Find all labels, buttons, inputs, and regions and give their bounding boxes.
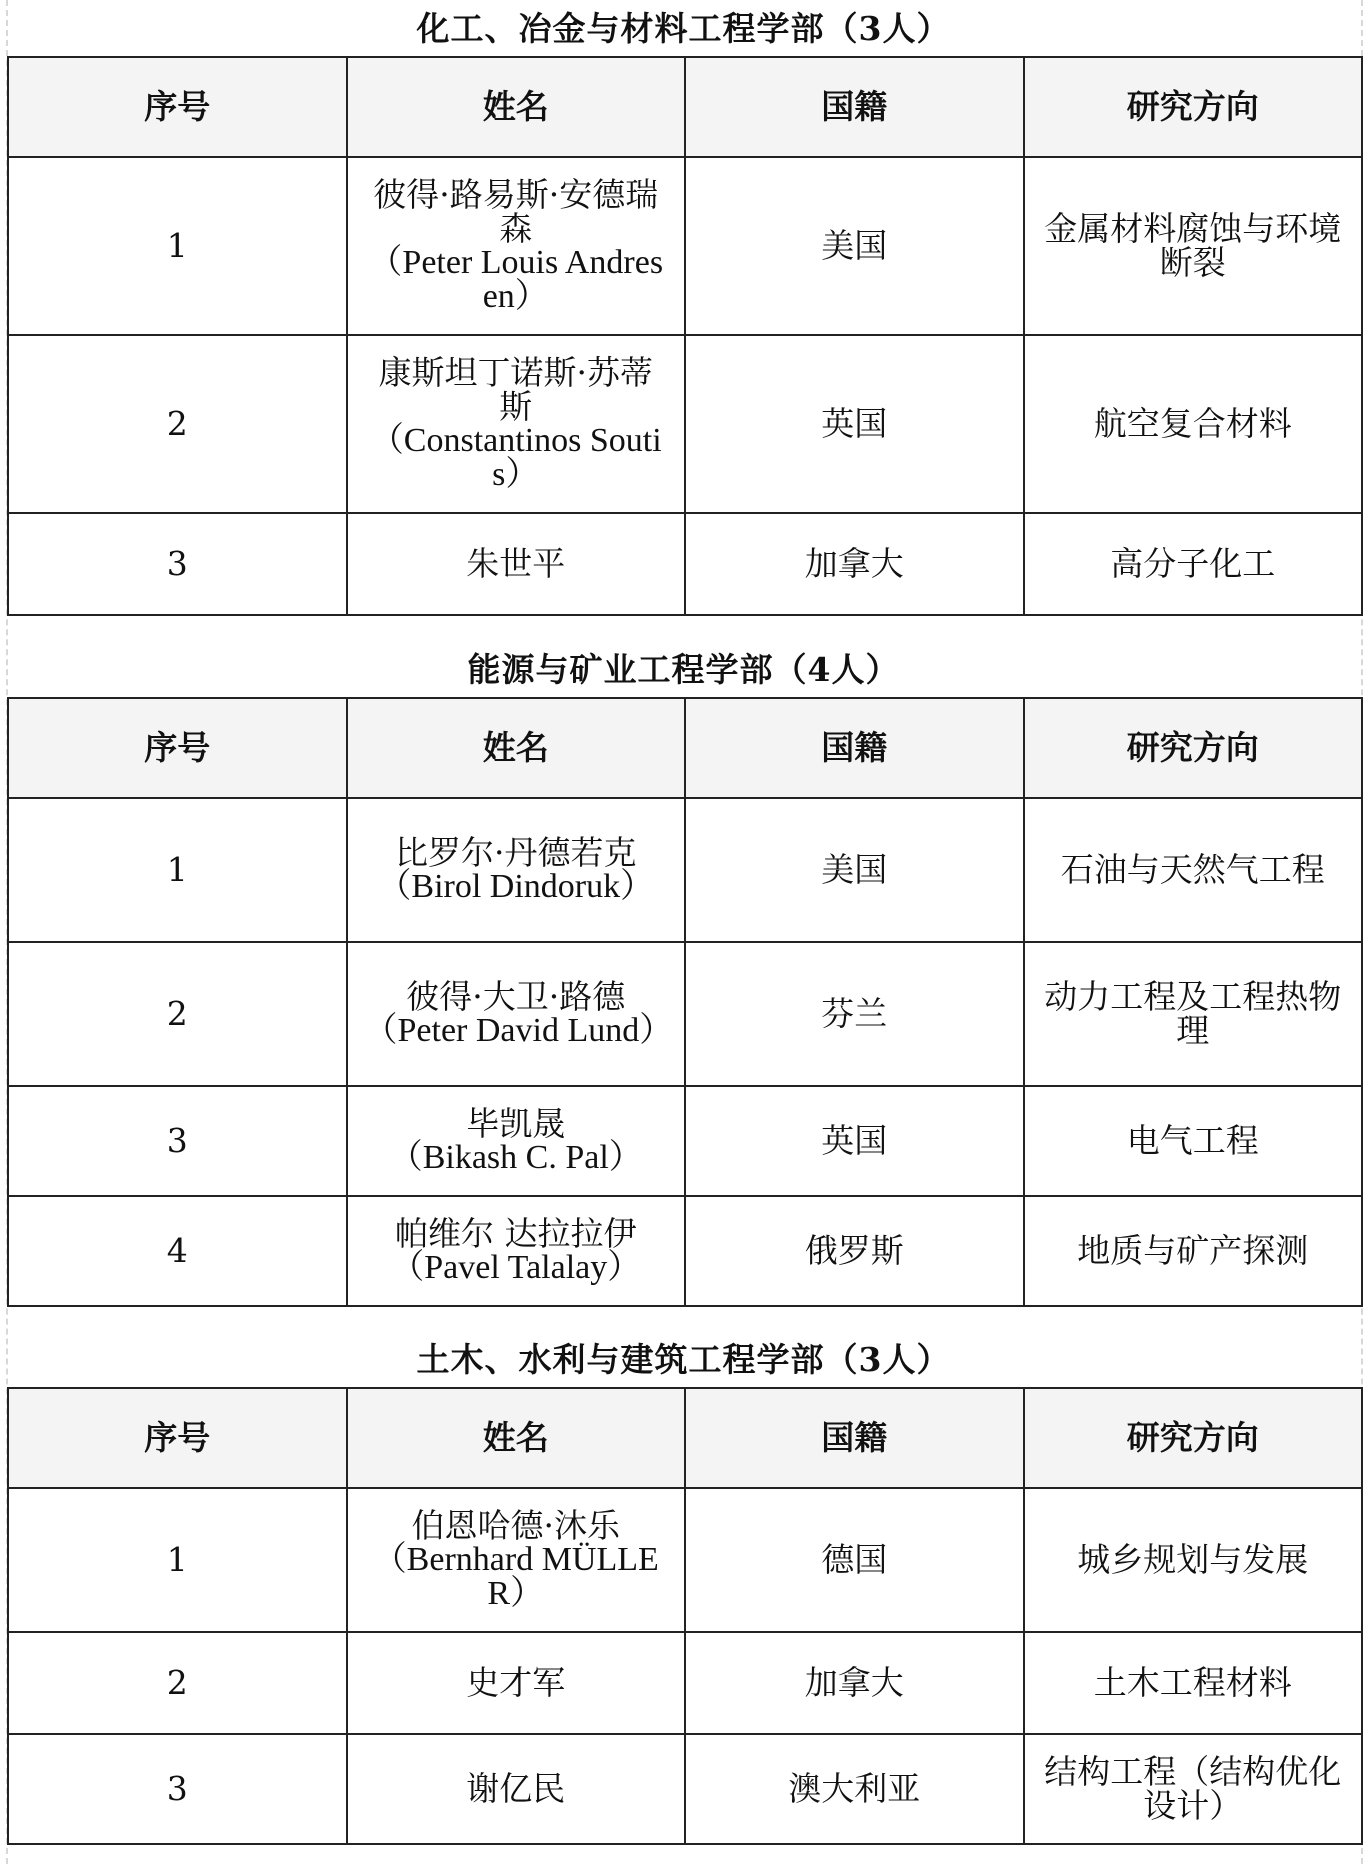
cell-index: 1 xyxy=(8,1488,347,1632)
cell-field xyxy=(1024,942,1363,1086)
name-zh: 伯恩哈德·沐乐 xyxy=(411,1506,620,1545)
cell-field xyxy=(1024,513,1363,615)
cell-name xyxy=(347,1734,686,1844)
table-row xyxy=(8,798,1362,942)
header-name: 姓名 xyxy=(347,1388,686,1488)
name-zh: 朱世平 xyxy=(466,544,566,583)
cell-index: 1 xyxy=(8,157,347,335)
cell-index: 2 xyxy=(8,942,347,1086)
header-nationality: 国籍 xyxy=(685,57,1024,157)
name-en: （Constantinos Soutis） xyxy=(369,422,662,493)
table-row xyxy=(8,1632,1362,1734)
cell-index: 3 xyxy=(8,513,347,615)
field-text: 石油与天然气工程 xyxy=(1060,850,1325,889)
cell-field xyxy=(1024,798,1363,942)
cell-field xyxy=(1024,1488,1363,1632)
header-index: 序号 xyxy=(8,57,347,157)
cell-field xyxy=(1024,1734,1363,1844)
section-table xyxy=(7,1387,1363,1845)
cell-name xyxy=(347,798,686,942)
cell-nationality: 英国 xyxy=(685,1086,1024,1196)
section-title: 化工、冶金与材料工程学部（3人） xyxy=(416,9,951,48)
field-text: 结构工程（结构优化设计） xyxy=(1044,1752,1342,1825)
header-row xyxy=(8,698,1362,798)
name-zh: 比罗尔·丹德若克 xyxy=(395,833,637,872)
section-table xyxy=(7,56,1363,616)
name-en: （Peter Louis Andresen） xyxy=(368,244,664,315)
cell-nationality: 美国 xyxy=(685,798,1024,942)
cell-name xyxy=(347,1196,686,1306)
field-text: 地质与矿产探测 xyxy=(1077,1231,1309,1270)
header-field: 研究方向 xyxy=(1024,698,1363,798)
table-row xyxy=(8,1488,1362,1632)
cell-field xyxy=(1024,1196,1363,1306)
cell-index: 3 xyxy=(8,1086,347,1196)
name-zh: 帕维尔 达拉拉伊 xyxy=(395,1214,637,1253)
header-field: 研究方向 xyxy=(1024,57,1363,157)
cell-index: 2 xyxy=(8,1632,347,1734)
table-row xyxy=(8,942,1362,1086)
table-row xyxy=(8,1734,1362,1844)
cell-nationality: 加拿大 xyxy=(685,1632,1024,1734)
header-nationality: 国籍 xyxy=(685,698,1024,798)
name-en: （Bernhard MÜLLER） xyxy=(372,1541,659,1612)
cell-name xyxy=(347,1086,686,1196)
cell-index: 2 xyxy=(8,335,347,513)
name-zh: 彼得·路易斯·安德瑞森 xyxy=(373,175,659,248)
header-row xyxy=(8,57,1362,157)
cell-field xyxy=(1024,1086,1363,1196)
header-name: 姓名 xyxy=(347,57,686,157)
cell-nationality: 美国 xyxy=(685,157,1024,335)
cell-field xyxy=(1024,1632,1363,1734)
cell-index: 1 xyxy=(8,798,347,942)
cell-name xyxy=(347,513,686,615)
table-row xyxy=(8,513,1362,615)
field-text: 城乡规划与发展 xyxy=(1077,1540,1309,1579)
section-table xyxy=(7,697,1363,1307)
cell-index: 3 xyxy=(8,1734,347,1844)
field-text: 动力工程及工程热物理 xyxy=(1044,977,1342,1050)
name-en: （Pavel Talalay） xyxy=(390,1249,642,1286)
cell-nationality: 芬兰 xyxy=(685,942,1024,1086)
header-name: 姓名 xyxy=(347,698,686,798)
name-en: （Bikash C. Pal） xyxy=(388,1139,643,1176)
name-zh: 彼得·大卫·路德 xyxy=(406,977,626,1016)
name-zh: 毕凯晟 xyxy=(466,1104,566,1143)
name-zh: 康斯坦丁诺斯·苏蒂斯 xyxy=(378,353,653,426)
cell-field xyxy=(1024,335,1363,513)
cell-nationality: 德国 xyxy=(685,1488,1024,1632)
table-row xyxy=(8,335,1362,513)
section-title: 土木、水利与建筑工程学部（3人） xyxy=(416,1340,951,1379)
header-field: 研究方向 xyxy=(1024,1388,1363,1488)
cell-field xyxy=(1024,157,1363,335)
cell-index: 4 xyxy=(8,1196,347,1306)
field-text: 土木工程材料 xyxy=(1093,1663,1292,1702)
cell-name xyxy=(347,942,686,1086)
header-nationality: 国籍 xyxy=(685,1388,1024,1488)
name-zh: 史才军 xyxy=(466,1663,566,1702)
field-text: 航空复合材料 xyxy=(1093,404,1292,443)
field-text: 电气工程 xyxy=(1126,1121,1259,1160)
field-text: 金属材料腐蚀与环境断裂 xyxy=(1044,209,1342,282)
header-index: 序号 xyxy=(8,1388,347,1488)
table-row xyxy=(8,1086,1362,1196)
cell-nationality: 澳大利亚 xyxy=(685,1734,1024,1844)
name-en: （Peter David Lund） xyxy=(363,1012,674,1049)
table-row xyxy=(8,157,1362,335)
table-row xyxy=(8,1196,1362,1306)
cell-nationality: 俄罗斯 xyxy=(685,1196,1024,1306)
name-zh: 谢亿民 xyxy=(466,1769,566,1808)
section-title: 能源与矿业工程学部（4人） xyxy=(467,650,900,689)
header-index: 序号 xyxy=(8,698,347,798)
name-en: （Birol Dindoruk） xyxy=(377,868,655,905)
field-text: 高分子化工 xyxy=(1110,544,1276,583)
cell-name xyxy=(347,157,686,335)
cell-nationality: 英国 xyxy=(685,335,1024,513)
header-row xyxy=(8,1388,1362,1488)
cell-name xyxy=(347,335,686,513)
cell-name xyxy=(347,1488,686,1632)
cell-name xyxy=(347,1632,686,1734)
cell-nationality: 加拿大 xyxy=(685,513,1024,615)
